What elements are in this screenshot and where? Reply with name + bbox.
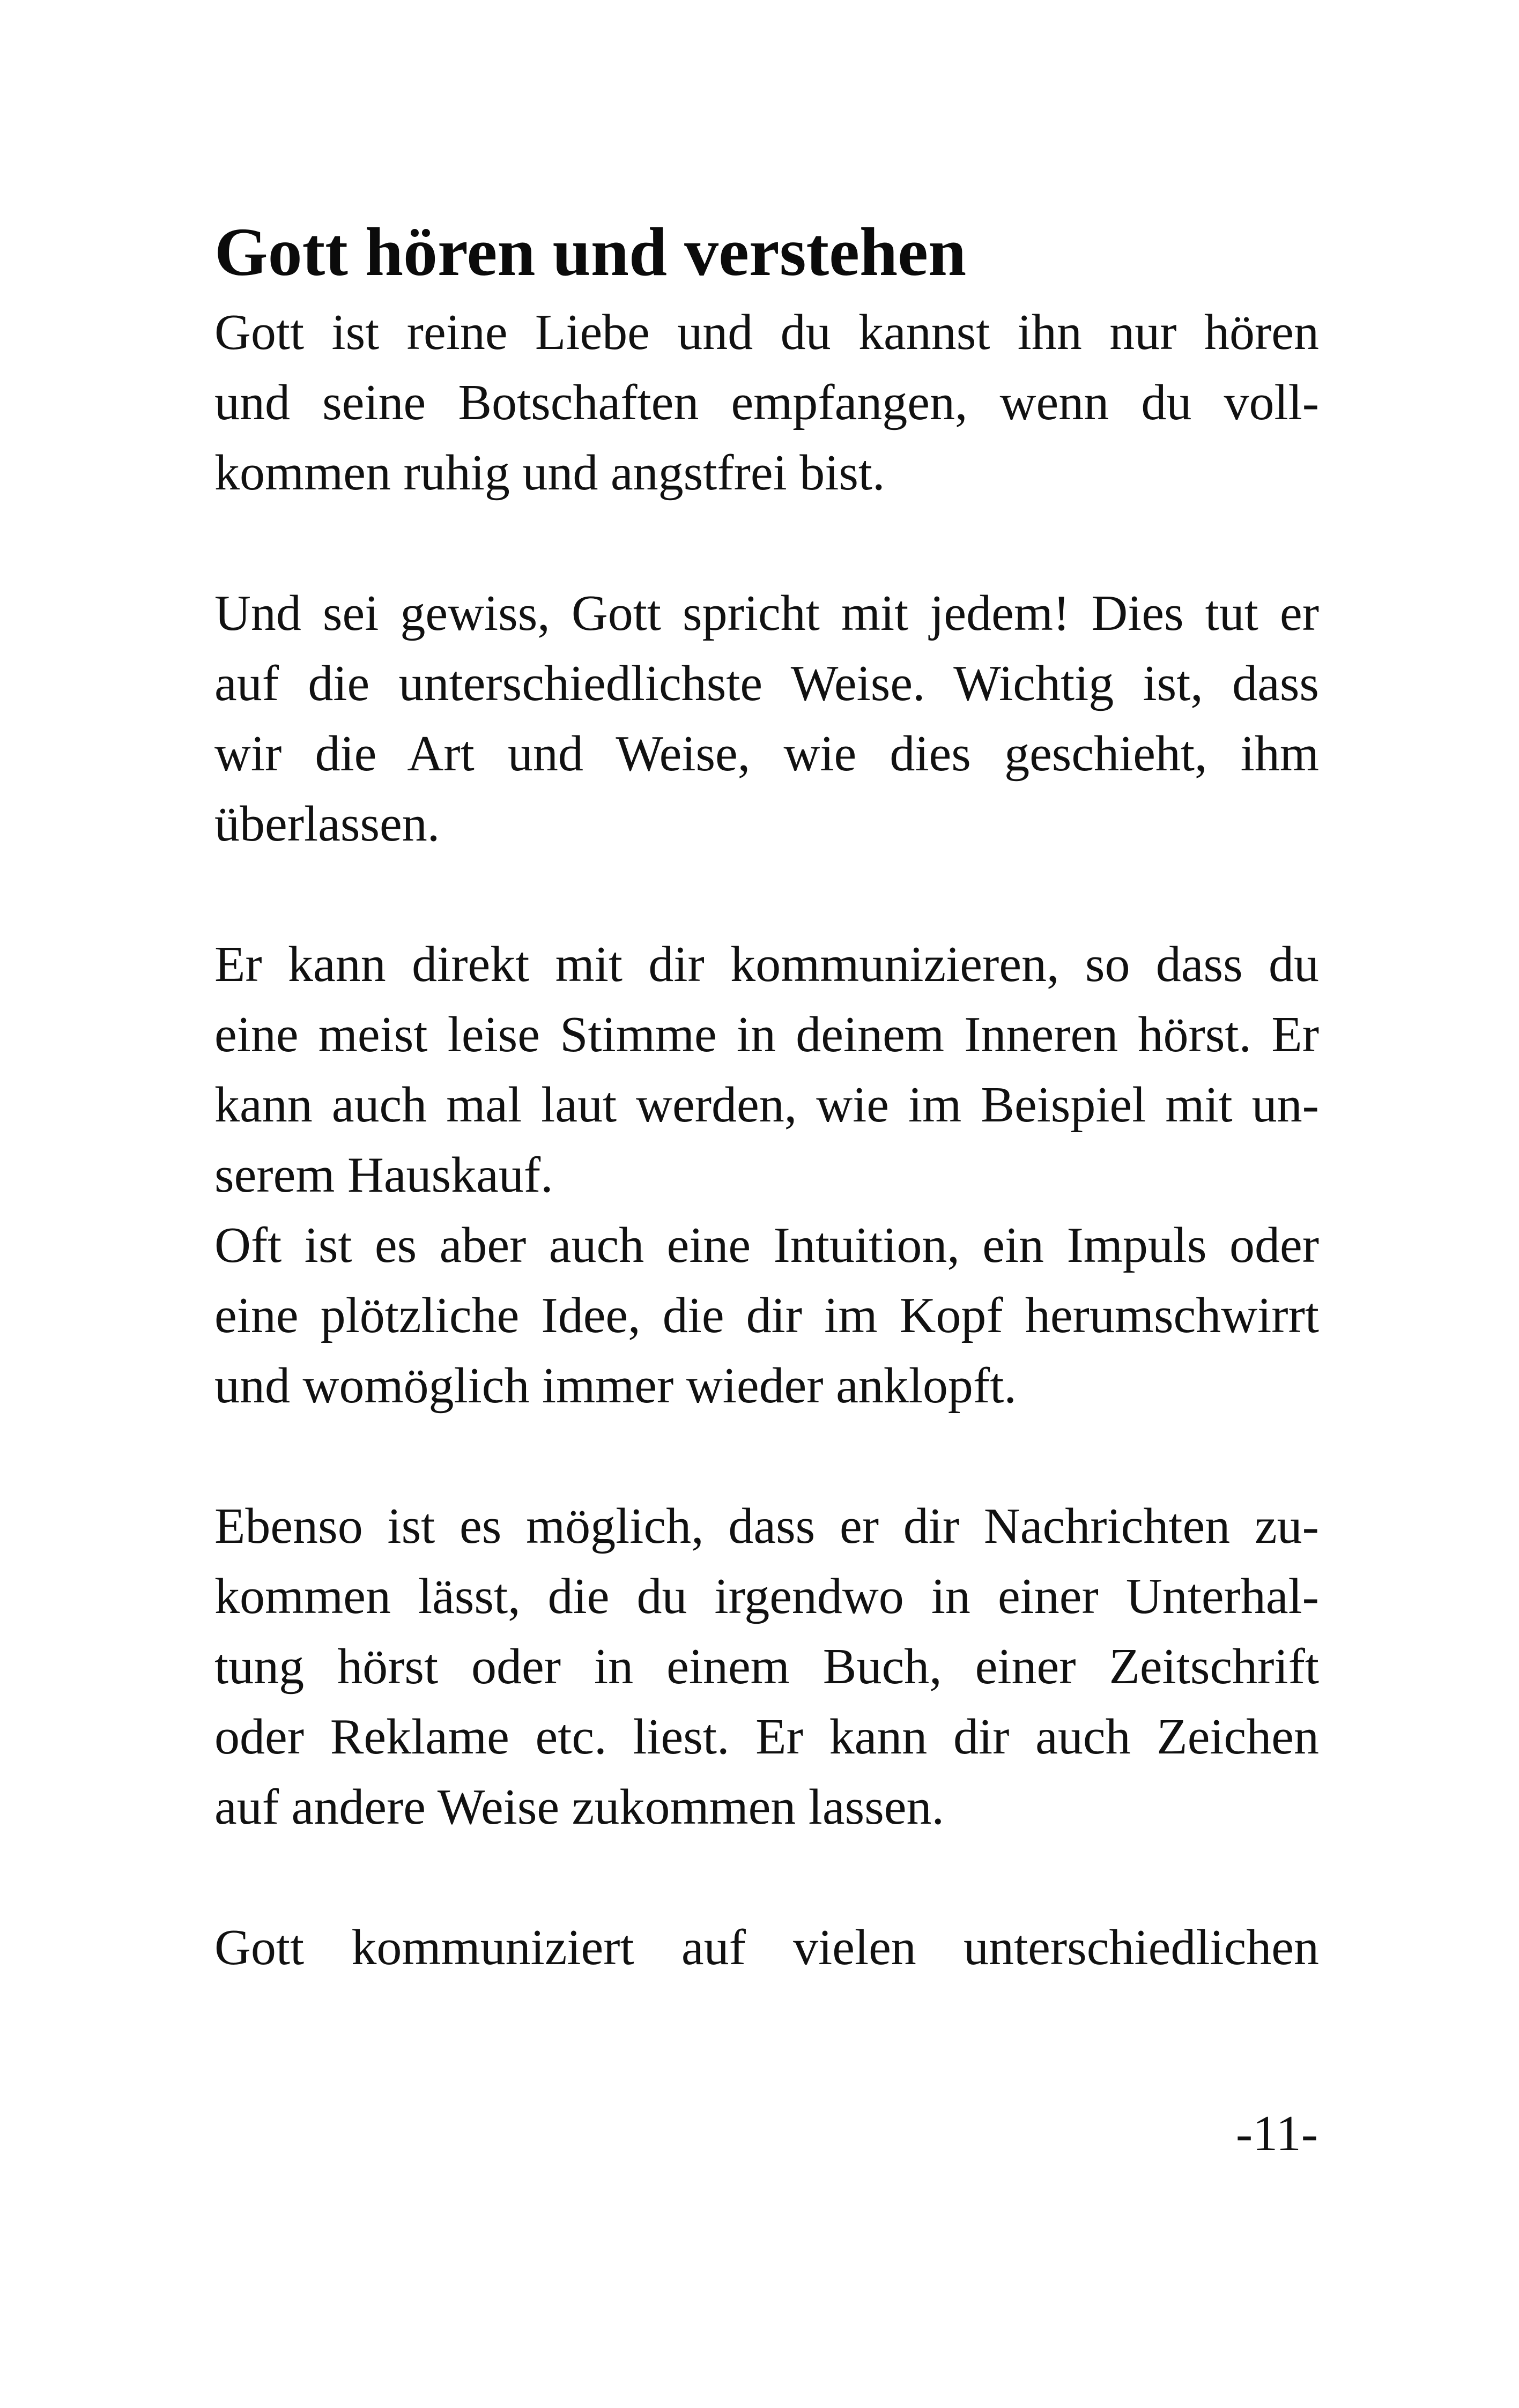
paragraph-spacer	[214, 1421, 1319, 1491]
text-line: eine meist leise Stimme in deinem Inneren hörst. Er	[214, 1007, 1319, 1062]
text-line: überlassen.	[214, 796, 440, 852]
text-line: Gott kommuniziert auf vielen unterschiedlichen	[214, 1920, 1319, 1975]
paragraph	[214, 298, 1319, 508]
paragraph	[214, 1210, 1319, 1421]
text-line: und womöglich immer wieder anklopft.	[214, 1358, 1017, 1414]
paragraph	[214, 1491, 1319, 1842]
text-line: Er kann direkt mit dir kommunizieren, so dass du	[214, 937, 1319, 992]
text-line: kann auch mal laut werden, wie im Beispiel mit un-	[214, 1077, 1319, 1133]
paragraph	[214, 1913, 1319, 1983]
text-line: Gott ist reine Liebe und du kannst ihn nur hören	[214, 304, 1319, 360]
text-line: wir die Art und Weise, wie dies geschieht, ihm	[214, 726, 1319, 782]
text-line: eine plötzliche Idee, die dir im Kopf herumschwirrt	[214, 1288, 1319, 1343]
text-line: tung hörst oder in einem Buch, einer Zeitschrift	[214, 1639, 1319, 1694]
paragraph-spacer	[214, 859, 1319, 930]
chapter-heading: Gott hören und verstehen	[214, 214, 967, 290]
text-line: kommen lässt, die du irgendwo in einer Unterhal-	[214, 1569, 1319, 1624]
text-line: kommen ruhig und angstfrei bist.	[214, 445, 885, 501]
text-line: auf die unterschiedlichste Weise. Wichtig ist, dass	[214, 656, 1319, 711]
text-line: Oft ist es aber auch eine Intuition, ein Impuls oder	[214, 1217, 1319, 1273]
paragraph	[214, 578, 1319, 859]
page-number: -11-	[1235, 2106, 1318, 2161]
text-line: Und sei gewiss, Gott spricht mit jedem! Dies tut er	[214, 585, 1319, 641]
text-line: auf andere Weise zukommen lassen.	[214, 1779, 945, 1835]
text-line: serem Hauskauf.	[214, 1147, 553, 1203]
paragraph	[214, 930, 1319, 1210]
text-line: oder Reklame etc. liest. Er kann dir auch Zeichen	[214, 1709, 1319, 1765]
text-line: und seine Botschaften empfangen, wenn du voll-	[214, 375, 1319, 430]
paragraph-spacer	[214, 1842, 1319, 1913]
page-content	[214, 209, 1319, 1983]
paragraph-spacer	[214, 508, 1319, 578]
text-line: Ebenso ist es möglich, dass er dir Nachrichten zu-	[214, 1498, 1319, 1554]
